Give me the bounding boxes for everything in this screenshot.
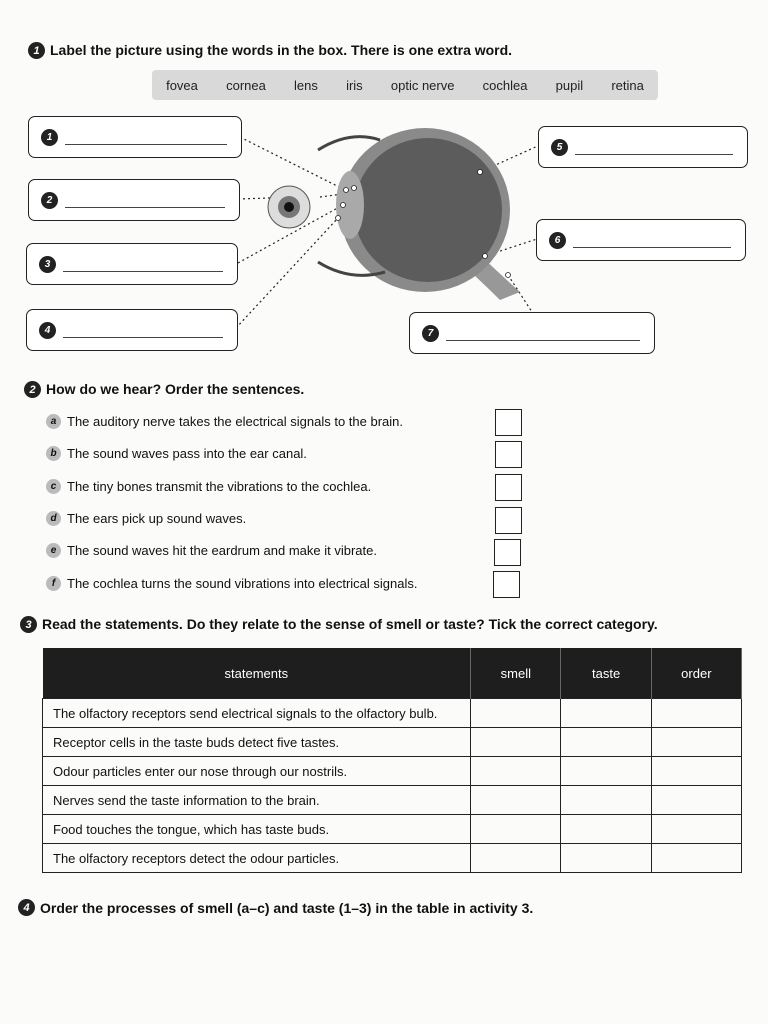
label-number: 3 — [39, 256, 56, 273]
order-cell[interactable] — [651, 699, 741, 728]
sentence-text: The auditory nerve takes the electrical signals to the brain. — [67, 414, 404, 429]
statement-cell: Nerves send the taste information to the brain. — [43, 786, 471, 815]
label-number: 5 — [551, 139, 568, 156]
word-cochlea: cochlea — [482, 77, 528, 93]
table-row — [43, 844, 742, 873]
word-cornea: cornea — [226, 77, 266, 93]
sentence-letter: c — [46, 479, 61, 494]
answer-line — [65, 207, 225, 208]
header-statements: statements — [43, 648, 471, 699]
table-header-row — [43, 648, 742, 699]
label-number: 1 — [41, 129, 58, 146]
order-box-c[interactable] — [495, 474, 522, 501]
table-row — [43, 728, 742, 757]
taste-cell[interactable] — [561, 728, 651, 757]
statements-table — [42, 648, 742, 873]
sentence-e — [46, 543, 377, 558]
sentence-letter: b — [46, 446, 61, 461]
activity-4-number: 4 — [18, 899, 35, 916]
activity-3-number: 3 — [20, 616, 37, 633]
activity-4-instruction: Order the processes of smell (a–c) and taste (1–3) in the table in activity 3. — [40, 900, 534, 916]
activity-1-instruction: Label the picture using the words in the box. There is one extra word. — [50, 42, 513, 58]
taste-cell[interactable] — [561, 844, 651, 873]
word-lens: lens — [294, 77, 318, 93]
label-number: 6 — [549, 232, 566, 249]
label-box-2[interactable] — [28, 179, 240, 221]
answer-line — [575, 154, 733, 155]
label-number: 2 — [41, 192, 58, 209]
answer-line — [446, 340, 640, 341]
statement-cell: Odour particles enter our nose through our nostrils. — [43, 757, 471, 786]
smell-cell[interactable] — [471, 728, 561, 757]
label-number: 4 — [39, 322, 56, 339]
order-box-e[interactable] — [494, 539, 521, 566]
table-row — [43, 757, 742, 786]
table-row — [43, 815, 742, 844]
order-cell[interactable] — [651, 757, 741, 786]
sentence-letter: e — [46, 543, 61, 558]
activity-2-number: 2 — [24, 381, 41, 398]
smell-cell[interactable] — [471, 699, 561, 728]
answer-line — [63, 337, 223, 338]
word-fovea: fovea — [166, 77, 198, 93]
order-box-d[interactable] — [495, 507, 522, 534]
sentence-f — [46, 576, 417, 591]
label-box-3[interactable] — [26, 243, 238, 285]
word-retina: retina — [611, 77, 644, 93]
taste-cell[interactable] — [561, 699, 651, 728]
word-pupil: pupil — [555, 77, 584, 93]
table-row — [43, 699, 742, 728]
sentence-text: The sound waves hit the eardrum and make it vibrate. — [67, 543, 377, 558]
statement-cell: The olfactory receptors send electrical signals to the olfactory bulb. — [43, 699, 471, 728]
statement-cell: The olfactory receptors detect the odour particles. — [43, 844, 471, 873]
sentence-d — [46, 511, 246, 526]
smell-cell[interactable] — [471, 757, 561, 786]
sentence-text: The sound waves pass into the ear canal. — [67, 446, 307, 461]
label-box-7[interactable] — [409, 312, 655, 354]
taste-cell[interactable] — [561, 757, 651, 786]
sentence-b — [46, 446, 307, 461]
header-smell: smell — [471, 648, 561, 699]
statement-cell: Food touches the tongue, which has taste buds. — [43, 815, 471, 844]
sentence-text: The tiny bones transmit the vibrations to the cochlea. — [67, 479, 372, 494]
order-cell[interactable] — [651, 844, 741, 873]
sentence-letter: f — [46, 576, 61, 591]
order-box-b[interactable] — [495, 441, 522, 468]
order-cell[interactable] — [651, 728, 741, 757]
sentence-letter: a — [46, 414, 61, 429]
smell-cell[interactable] — [471, 786, 561, 815]
header-taste: taste — [561, 648, 651, 699]
smell-cell[interactable] — [471, 815, 561, 844]
answer-line — [65, 144, 227, 145]
sentence-text: The ears pick up sound waves. — [67, 511, 247, 526]
activity-2-instruction: How do we hear? Order the sentences. — [46, 381, 305, 397]
answer-line — [63, 271, 223, 272]
statement-cell: Receptor cells in the taste buds detect five tastes. — [43, 728, 471, 757]
order-box-f[interactable] — [493, 571, 520, 598]
sentence-letter: d — [46, 511, 61, 526]
taste-cell[interactable] — [561, 786, 651, 815]
activity-1-number: 1 — [28, 42, 45, 59]
taste-cell[interactable] — [561, 815, 651, 844]
label-box-4[interactable] — [26, 309, 238, 351]
activity-3-instruction: Read the statements. Do they relate to the sense of smell or taste? Tick the correct category. — [42, 616, 658, 632]
table-row — [43, 786, 742, 815]
smell-cell[interactable] — [471, 844, 561, 873]
label-box-5[interactable] — [538, 126, 748, 168]
sentence-a — [46, 414, 403, 429]
order-cell[interactable] — [651, 786, 741, 815]
order-box-a[interactable] — [495, 409, 522, 436]
header-order: order — [651, 648, 741, 699]
label-number: 7 — [422, 325, 439, 342]
word-optic-nerve: optic nerve — [390, 77, 455, 93]
word-iris: iris — [346, 77, 363, 93]
order-cell[interactable] — [651, 815, 741, 844]
label-box-6[interactable] — [536, 219, 746, 261]
sentence-text: The cochlea turns the sound vibrations into electrical signals. — [67, 576, 418, 591]
sentence-c — [46, 479, 371, 494]
answer-line — [573, 247, 731, 248]
label-box-1[interactable] — [28, 116, 242, 158]
